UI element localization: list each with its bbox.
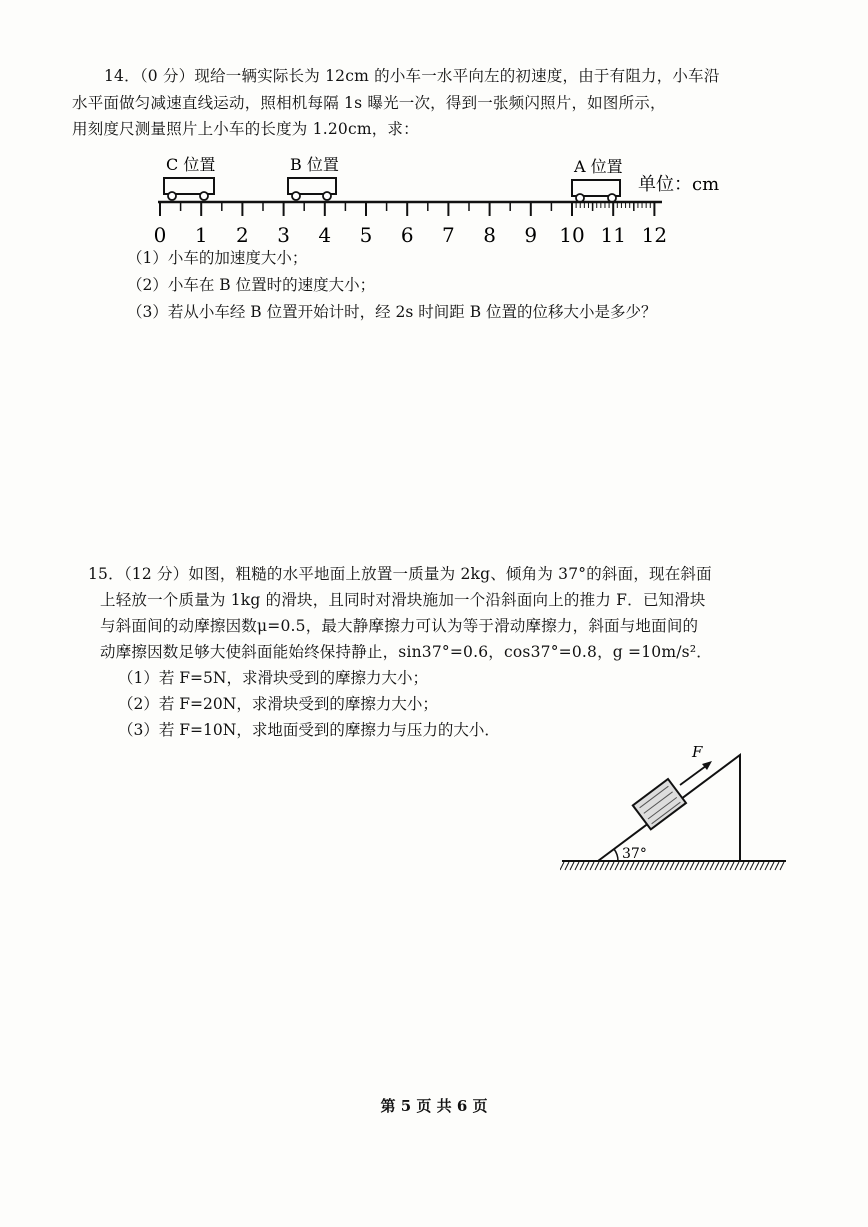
ground-hatch-line bbox=[730, 862, 734, 870]
ground-hatch-line bbox=[725, 862, 729, 870]
ruler-number: 11 bbox=[600, 223, 626, 247]
ground-hatch-line bbox=[735, 862, 739, 870]
ruler-number: 1 bbox=[194, 223, 208, 247]
ground-hatch-line bbox=[615, 862, 619, 870]
ruler-number: 10 bbox=[559, 223, 585, 247]
q15-line-4: 动摩擦因数足够大使斜面能始终保持静止，sin37°=0.6，cos37°=0.8，g =10m/s²． bbox=[100, 643, 712, 661]
ground-hatch-line bbox=[665, 862, 669, 870]
q14-sub-3: （3）若从小车经 B 位置开始计时，经 2s 时间距 B 位置的位移大小是多少？ bbox=[127, 303, 657, 321]
ground-hatch-line bbox=[755, 862, 759, 870]
angle-label: 37° bbox=[622, 846, 647, 862]
ground-hatch-line bbox=[770, 862, 774, 870]
ground-hatch-line bbox=[670, 862, 674, 870]
ground-hatch-line bbox=[640, 862, 644, 870]
ground-hatch-line bbox=[675, 862, 679, 870]
unit-label: 单位：cm bbox=[638, 174, 720, 195]
ground-hatch-line bbox=[690, 862, 694, 870]
ground-hatch-line bbox=[600, 862, 604, 870]
ground-hatch-line bbox=[630, 862, 634, 870]
q14-line-1: 14．（0 分）现给一辆实际长为 12cm 的小车一水平向左的初速度，由于有阻力，小车沿 bbox=[104, 67, 720, 85]
ruler-number: 8 bbox=[483, 223, 496, 247]
page-number: 第 5 页 共 6 页 bbox=[380, 1097, 488, 1115]
q15-line-1: 15．（12 分）如图，粗糙的水平地面上放置一质量为 2kg、倾角为 37°的斜面，现在斜面 bbox=[88, 565, 712, 583]
label-b-position: B 位置 bbox=[290, 155, 339, 174]
ground-hatch-line bbox=[580, 862, 584, 870]
ground-hatch-line bbox=[650, 862, 654, 870]
ground-hatch-line bbox=[710, 862, 714, 870]
ground-hatch-line bbox=[575, 862, 579, 870]
ruler-number: 3 bbox=[277, 223, 290, 247]
ground-hatch-line bbox=[620, 862, 624, 870]
ruler-number: 6 bbox=[400, 223, 414, 247]
ground-hatch-line bbox=[645, 862, 649, 870]
ground-hatch-line bbox=[685, 862, 689, 870]
q15-sub-3: （3）若 F=10N，求地面受到的摩擦力与压力的大小． bbox=[118, 721, 500, 739]
ground-hatch-line bbox=[705, 862, 709, 870]
q14-sub-2: （2）小车在 B 位置时的速度大小； bbox=[127, 276, 376, 294]
q14-sub-1: （1）小车的加速度大小； bbox=[127, 249, 308, 267]
ruler-number: 4 bbox=[318, 223, 332, 247]
ruler-numbers bbox=[154, 223, 667, 247]
ground-hatch-line bbox=[700, 862, 704, 870]
ground-hatch-line bbox=[610, 862, 614, 870]
ground-hatch-line bbox=[565, 862, 569, 870]
ground-hatch-line bbox=[740, 862, 744, 870]
ground-hatch-line bbox=[660, 862, 664, 870]
ground-hatch-line bbox=[655, 862, 659, 870]
ruler-ticks bbox=[160, 202, 654, 216]
q15-incline-figure bbox=[560, 745, 790, 875]
ground-hatch-line bbox=[605, 862, 609, 870]
ground-hatch-line bbox=[625, 862, 629, 870]
force-label: F bbox=[692, 745, 703, 761]
label-a-position: A 位置 bbox=[574, 157, 623, 176]
ruler-number: 12 bbox=[641, 223, 668, 247]
cart-b bbox=[288, 178, 336, 200]
q15-line-3: 与斜面间的动摩擦因数μ=0.5，最大静摩擦力可认为等于滑动摩擦力，斜面与地面间的 bbox=[100, 617, 699, 635]
q14-line-2: 水平面做匀减速直线运动，照相机每隔 1s 曝光一次，得到一张频闪照片，如图所示， bbox=[72, 94, 666, 112]
ruler-number: 2 bbox=[236, 223, 249, 247]
slider-block bbox=[633, 779, 686, 829]
q15-sub-2: （2）若 F=20N，求滑块受到的摩擦力大小； bbox=[118, 695, 438, 713]
ground-hatch-line bbox=[680, 862, 684, 870]
ground-hatch-line bbox=[760, 862, 764, 870]
ground-hatch-line bbox=[595, 862, 599, 870]
ruler-number: 7 bbox=[442, 223, 455, 247]
force-arrow bbox=[680, 761, 712, 785]
ground-hatch-line bbox=[780, 862, 784, 870]
ruler-number: 9 bbox=[524, 223, 538, 247]
ground-hatch-line bbox=[745, 862, 749, 870]
ground-hatch-line bbox=[765, 862, 769, 870]
ruler-number: 5 bbox=[359, 223, 373, 247]
ground-hatch-line bbox=[715, 862, 719, 870]
ground-hatch-line bbox=[590, 862, 594, 870]
ground-hatch-line bbox=[775, 862, 779, 870]
ground-hatch-line bbox=[570, 862, 574, 870]
angle-arc bbox=[614, 849, 618, 861]
q15-line-2: 上轻放一个质量为 1kg 的滑块，且同时对滑块施加一个沿斜面向上的推力 F．已知滑块 bbox=[100, 591, 706, 609]
ground bbox=[560, 861, 786, 870]
ground-hatch-line bbox=[585, 862, 589, 870]
q14-line-3: 用刻度尺测量照片上小车的长度为 1.20cm，求： bbox=[72, 120, 419, 138]
ground-hatch-line bbox=[720, 862, 724, 870]
label-c-position: C 位置 bbox=[166, 155, 216, 174]
ground-hatch-line bbox=[560, 862, 564, 870]
ground-hatch-line bbox=[750, 862, 754, 870]
ground-hatch-line bbox=[635, 862, 639, 870]
ruler-number: 0 bbox=[153, 223, 167, 247]
q14-ruler-figure bbox=[150, 150, 740, 250]
ground-hatch-line bbox=[695, 862, 699, 870]
q15-sub-1: （1）若 F=5N，求滑块受到的摩擦力大小； bbox=[118, 669, 428, 687]
cart-a bbox=[572, 180, 620, 202]
cart-c bbox=[164, 178, 214, 200]
